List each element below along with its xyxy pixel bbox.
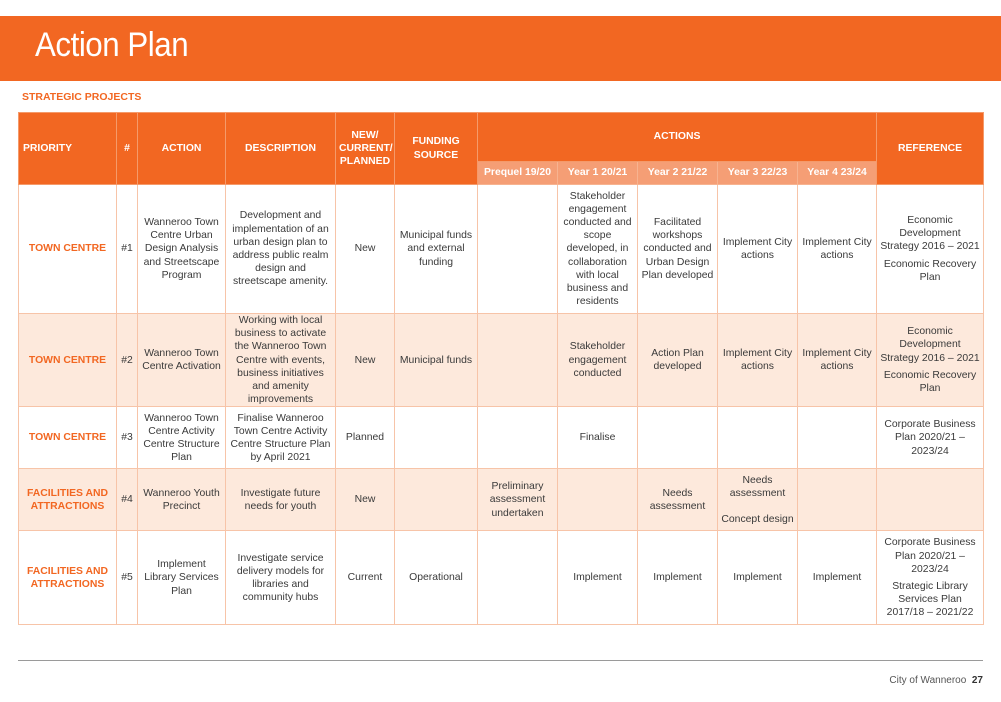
row-year-4: Implement City actions — [798, 185, 877, 314]
row-year-prequel: Preliminary assessment undertaken — [478, 469, 558, 531]
row-year-1: Implement — [558, 531, 638, 625]
row-number: #2 — [117, 314, 138, 407]
row-year-3: Implement City actions — [718, 185, 798, 314]
table-row — [19, 314, 984, 407]
row-number: #5 — [117, 531, 138, 625]
row-year-prequel — [478, 185, 558, 314]
reference-item: Corporate Business Plan 2020/21 – 2023/24 — [884, 419, 976, 457]
page-title: Action Plan — [35, 26, 189, 64]
row-action: Wanneroo Town Centre Activation — [138, 314, 226, 407]
row-year-3 — [718, 407, 798, 469]
row-number: #4 — [117, 469, 138, 531]
row-description: Working with local business to activate the Wanneroo Town Centre with events, business initiatives and amenity improvements — [226, 314, 336, 407]
row-description: Investigate future needs for youth — [226, 469, 336, 531]
row-year-1: Finalise — [558, 407, 638, 469]
year-3-item: Concept design — [721, 514, 794, 526]
row-action: Wanneroo Town Centre Urban Design Analysis and Streetscape Program — [138, 185, 226, 314]
table-row — [19, 469, 984, 531]
row-reference — [877, 407, 984, 469]
row-reference — [877, 531, 984, 625]
row-reference — [877, 185, 984, 314]
page-footer — [889, 675, 983, 686]
year-3-item: Needs assessment — [729, 474, 786, 499]
footer-org: City of Wanneroo — [889, 675, 967, 686]
page-number: 27 — [971, 675, 983, 686]
row-description: Development and implementation of an urban design plan to address public realm design and streetscape amenity. — [226, 185, 336, 314]
header-number: # — [117, 113, 138, 185]
row-year-3 — [718, 469, 798, 531]
reference-item: Economic Development Strategy 2016 – 2021 — [880, 326, 980, 364]
row-year-prequel — [478, 531, 558, 625]
reference-item: Economic Recovery Plan — [883, 258, 977, 283]
row-status: New — [336, 469, 395, 531]
row-year-4: Implement City actions — [798, 314, 877, 407]
header-status: NEW/ CURRENT/ PLANNED — [336, 113, 395, 185]
row-funding: Operational — [395, 531, 478, 625]
header-action: ACTION — [138, 113, 226, 185]
row-funding — [395, 407, 478, 469]
footer-divider — [18, 660, 983, 661]
header-year-2: Year 2 21/22 — [638, 162, 718, 185]
table-row — [19, 185, 984, 314]
row-year-prequel — [478, 314, 558, 407]
row-reference — [877, 314, 984, 407]
reference-item: Strategic Library Services Plan 2017/18 – 2021/22 — [886, 580, 974, 619]
row-year-2: Implement — [638, 531, 718, 625]
row-year-3: Implement — [718, 531, 798, 625]
row-priority: TOWN CENTRE — [19, 407, 117, 469]
table-row — [19, 531, 984, 625]
row-action: Wanneroo Youth Precinct — [138, 469, 226, 531]
row-year-2: Action Plan developed — [638, 314, 718, 407]
row-year-2: Needs assessment — [638, 469, 718, 531]
row-action: Implement Library Services Plan — [138, 531, 226, 625]
row-funding: Municipal funds — [395, 314, 478, 407]
header-actions: ACTIONS — [478, 113, 877, 162]
header-year-prequel: Prequel 19/20 — [478, 162, 558, 185]
table-row — [19, 407, 984, 469]
action-plan-table — [18, 112, 984, 625]
header-reference: REFERENCE — [877, 113, 984, 185]
row-year-2 — [638, 407, 718, 469]
row-funding — [395, 469, 478, 531]
row-priority: FACILITIES AND ATTRACTIONS — [19, 531, 117, 625]
reference-item: Economic Recovery Plan — [883, 369, 977, 395]
row-year-4 — [798, 407, 877, 469]
row-funding: Municipal funds and external funding — [395, 185, 478, 314]
row-reference — [877, 469, 984, 531]
row-year-2: Facilitated workshops conducted and Urban Design Plan developed — [638, 185, 718, 314]
header-year-4: Year 4 23/24 — [798, 162, 877, 185]
header-description: DESCRIPTION — [226, 113, 336, 185]
row-description: Finalise Wanneroo Town Centre Activity Centre Structure Plan by April 2021 — [226, 407, 336, 469]
row-status: Current — [336, 531, 395, 625]
row-status: Planned — [336, 407, 395, 469]
row-number: #3 — [117, 407, 138, 469]
header-funding-source: FUNDING SOURCE — [395, 113, 478, 185]
row-year-3: Implement City actions — [718, 314, 798, 407]
row-description: Investigate service delivery models for libraries and community hubs — [226, 531, 336, 625]
row-priority: TOWN CENTRE — [19, 314, 117, 407]
table-header-row — [19, 113, 984, 162]
row-year-1: Stakeholder engagement conducted and scope developed, in collaboration with local business and residents — [558, 185, 638, 314]
row-priority: TOWN CENTRE — [19, 185, 117, 314]
header-year-3: Year 3 22/23 — [718, 162, 798, 185]
row-year-prequel — [478, 407, 558, 469]
row-action: Wanneroo Town Centre Activity Centre Structure Plan — [138, 407, 226, 469]
row-number: #1 — [117, 185, 138, 314]
row-priority: FACILITIES AND ATTRACTIONS — [19, 469, 117, 531]
row-year-1 — [558, 469, 638, 531]
row-status: New — [336, 314, 395, 407]
reference-item: Corporate Business Plan 2020/21 – 2023/24 — [884, 537, 976, 575]
header-priority: PRIORITY — [19, 113, 117, 185]
row-status: New — [336, 185, 395, 314]
section-label: STRATEGIC PROJECTS — [22, 91, 142, 103]
row-year-4 — [798, 469, 877, 531]
reference-item: Economic Development Strategy 2016 – 2021 — [880, 214, 980, 253]
row-year-1: Stakeholder engagement conducted — [558, 314, 638, 407]
header-year-1: Year 1 20/21 — [558, 162, 638, 185]
title-banner — [0, 16, 1001, 81]
row-year-4: Implement — [798, 531, 877, 625]
